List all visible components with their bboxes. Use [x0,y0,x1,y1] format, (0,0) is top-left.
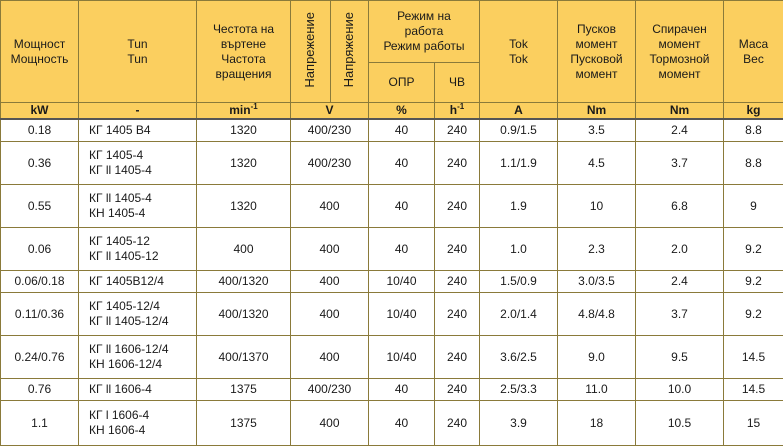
header-brake-torque-l1: Спирачен [652,21,707,36]
cell-opr: 10/40 [369,271,435,293]
cell-start-torque: 4.5 [558,142,636,185]
cell-type [79,228,197,271]
header-voltage-bg-text: Напрежение [302,11,318,88]
table-row [1,119,783,142]
cell-speed: 400/1320 [197,271,291,293]
cell-mass: 14.5 [724,379,783,401]
header-speed [197,1,291,103]
cell-start-torque: 11.0 [558,379,636,401]
cell-type [79,185,197,228]
unit-speed-sup: -1 [250,102,258,111]
cell-type [79,119,197,142]
cell-power: 0.36 [1,142,79,185]
header-mode-line2: работа [404,24,444,38]
unit-power: kW [1,103,79,120]
unit-chv-sup: -1 [457,102,465,111]
cell-voltage: 400 [291,185,369,228]
cell-current: 2.5/3.3 [480,379,558,401]
unit-chv-text: h [449,103,458,117]
header-start-torque-l3: Пусковой [570,51,623,66]
cell-opr: 40 [369,401,435,446]
table-row [1,293,783,336]
header-brake-torque-l4: момент [658,66,701,81]
header-mass [724,1,783,103]
header-start-torque-l4: момент [575,66,618,81]
cell-voltage: 400/230 [291,142,369,185]
cell-chv: 240 [435,119,480,142]
table-row [1,379,783,401]
header-start-torque-l1: Пусков [577,21,616,36]
cell-speed: 1375 [197,379,291,401]
cell-brake-torque: 3.7 [636,142,724,185]
cell-mass: 9.2 [724,271,783,293]
type-line: КГ 1405В12/4 [89,274,164,288]
cell-voltage: 400/230 [291,119,369,142]
header-power [1,1,79,103]
cell-current: 1.0 [480,228,558,271]
type-line: КГ 1405-4 [89,148,144,162]
cell-chv: 240 [435,271,480,293]
cell-speed: 400 [197,228,291,271]
cell-power: 1.1 [1,401,79,446]
header-current-ru: Tok [509,51,528,66]
type-line: КГ ll 1405-4 [89,163,152,177]
header-current [480,1,558,103]
cell-type [79,142,197,185]
header-mode [369,1,480,63]
cell-power: 0.24/0.76 [1,336,79,379]
cell-opr: 40 [369,119,435,142]
header-mass-bg: Маса [738,36,769,51]
cell-power: 0.18 [1,119,79,142]
unit-speed-text: min [229,103,251,117]
cell-speed: 1320 [197,142,291,185]
type-line: КГ ll 1405-12/4 [89,314,169,328]
header-opr: ОПР [369,63,435,103]
header-voltage-bg [291,1,331,103]
unit-current: A [480,103,558,120]
table-row [1,142,783,185]
cell-voltage: 400 [291,228,369,271]
cell-brake-torque: 10.5 [636,401,724,446]
cell-voltage: 400 [291,271,369,293]
cell-current: 0.9/1.5 [480,119,558,142]
unit-speed [197,103,291,120]
table-row [1,228,783,271]
type-line: КГ l 1606-4 [89,408,150,422]
cell-brake-torque: 2.4 [636,271,724,293]
header-mode-line3: Режим работы [383,39,465,53]
cell-opr: 40 [369,228,435,271]
cell-type [79,336,197,379]
cell-mass: 14.5 [724,336,783,379]
type-line: КГ 1405 В4 [89,123,151,137]
cell-power: 0.76 [1,379,79,401]
header-type-ru: Tun [127,51,148,66]
unit-voltage: V [291,103,369,120]
cell-start-torque: 3.5 [558,119,636,142]
table-row [1,336,783,379]
cell-start-torque: 2.3 [558,228,636,271]
type-line: КГ ll 1606-12/4 [89,342,169,356]
cell-chv: 240 [435,401,480,446]
cell-opr: 40 [369,379,435,401]
header-start-torque-l2: момент [575,36,618,51]
cell-brake-torque: 2.0 [636,228,724,271]
cell-start-torque: 10 [558,185,636,228]
cell-chv: 240 [435,336,480,379]
cell-type [79,401,197,446]
cell-voltage: 400 [291,401,369,446]
cell-chv: 240 [435,228,480,271]
cell-current: 1.9 [480,185,558,228]
type-line: КГ 1405-12/4 [89,299,160,313]
cell-mass: 9 [724,185,783,228]
cell-mass: 15 [724,401,783,446]
cell-mass: 8.8 [724,142,783,185]
header-mass-ru: Вес [743,51,764,66]
table-row [1,185,783,228]
type-line: КГ 1405-12 [89,234,150,248]
cell-current: 1.1/1.9 [480,142,558,185]
cell-voltage: 400/230 [291,379,369,401]
header-speed-line1: Честота на [212,21,275,36]
cell-chv: 240 [435,142,480,185]
type-line: КГ ll 1405-4 [89,191,152,205]
cell-speed: 400/1320 [197,293,291,336]
header-brake-torque [636,1,724,103]
header-speed-line2: въртене [220,36,267,51]
header-type [79,1,197,103]
cell-brake-torque: 6.8 [636,185,724,228]
cell-opr: 10/40 [369,293,435,336]
unit-brake-torque: Nm [636,103,724,120]
cell-opr: 10/40 [369,336,435,379]
type-line: КГ ll 1405-12 [89,249,159,263]
unit-chv [435,103,480,120]
cell-voltage: 400 [291,293,369,336]
header-power-ru: Мощность [10,51,69,66]
type-line: КН 1405-4 [89,206,146,220]
type-line: КН 1606-12/4 [89,357,163,371]
cell-mass: 9.2 [724,228,783,271]
cell-type [79,293,197,336]
cell-current: 2.0/1.4 [480,293,558,336]
header-power-bg: Мощност [13,36,66,51]
cell-speed: 1320 [197,119,291,142]
unit-opr: % [369,103,435,120]
unit-start-torque: Nm [558,103,636,120]
cell-speed: 400/1370 [197,336,291,379]
header-type-bg: Tun [127,36,148,51]
cell-type [79,379,197,401]
cell-speed: 1375 [197,401,291,446]
header-speed-line3: Частота [221,51,266,66]
header-current-bg: Tok [509,36,528,51]
cell-power: 0.55 [1,185,79,228]
cell-opr: 40 [369,142,435,185]
cell-chv: 240 [435,185,480,228]
header-brake-torque-l2: момент [658,36,701,51]
cell-chv: 240 [435,293,480,336]
cell-start-torque: 9.0 [558,336,636,379]
unit-type: - [79,103,197,120]
cell-power: 0.11/0.36 [1,293,79,336]
cell-type [79,271,197,293]
cell-brake-torque: 10.0 [636,379,724,401]
cell-current: 3.6/2.5 [480,336,558,379]
header-voltage-ru-text: Напряжение [341,11,357,88]
cell-power: 0.06/0.18 [1,271,79,293]
header-mode-line1: Режим на [397,9,451,23]
header-start-torque [558,1,636,103]
cell-start-torque: 3.0/3.5 [558,271,636,293]
cell-brake-torque: 9.5 [636,336,724,379]
cell-chv: 240 [435,379,480,401]
type-line: КГ ll 1606-4 [89,382,152,396]
cell-brake-torque: 3.7 [636,293,724,336]
cell-power: 0.06 [1,228,79,271]
cell-start-torque: 18 [558,401,636,446]
unit-mass: kg [724,103,783,120]
cell-voltage: 400 [291,336,369,379]
cell-current: 1.5/0.9 [480,271,558,293]
cell-opr: 40 [369,185,435,228]
header-brake-torque-l3: Тормозной [649,51,710,66]
header-voltage-ru [331,1,369,103]
table-row [1,271,783,293]
cell-mass: 9.2 [724,293,783,336]
cell-mass: 8.8 [724,119,783,142]
header-chv: ЧВ [435,63,480,103]
cell-brake-torque: 2.4 [636,119,724,142]
table-row [1,401,783,446]
type-line: КН 1606-4 [89,423,146,437]
cell-speed: 1320 [197,185,291,228]
cell-start-torque: 4.8/4.8 [558,293,636,336]
cell-current: 3.9 [480,401,558,446]
header-speed-line4: вращения [215,66,272,81]
